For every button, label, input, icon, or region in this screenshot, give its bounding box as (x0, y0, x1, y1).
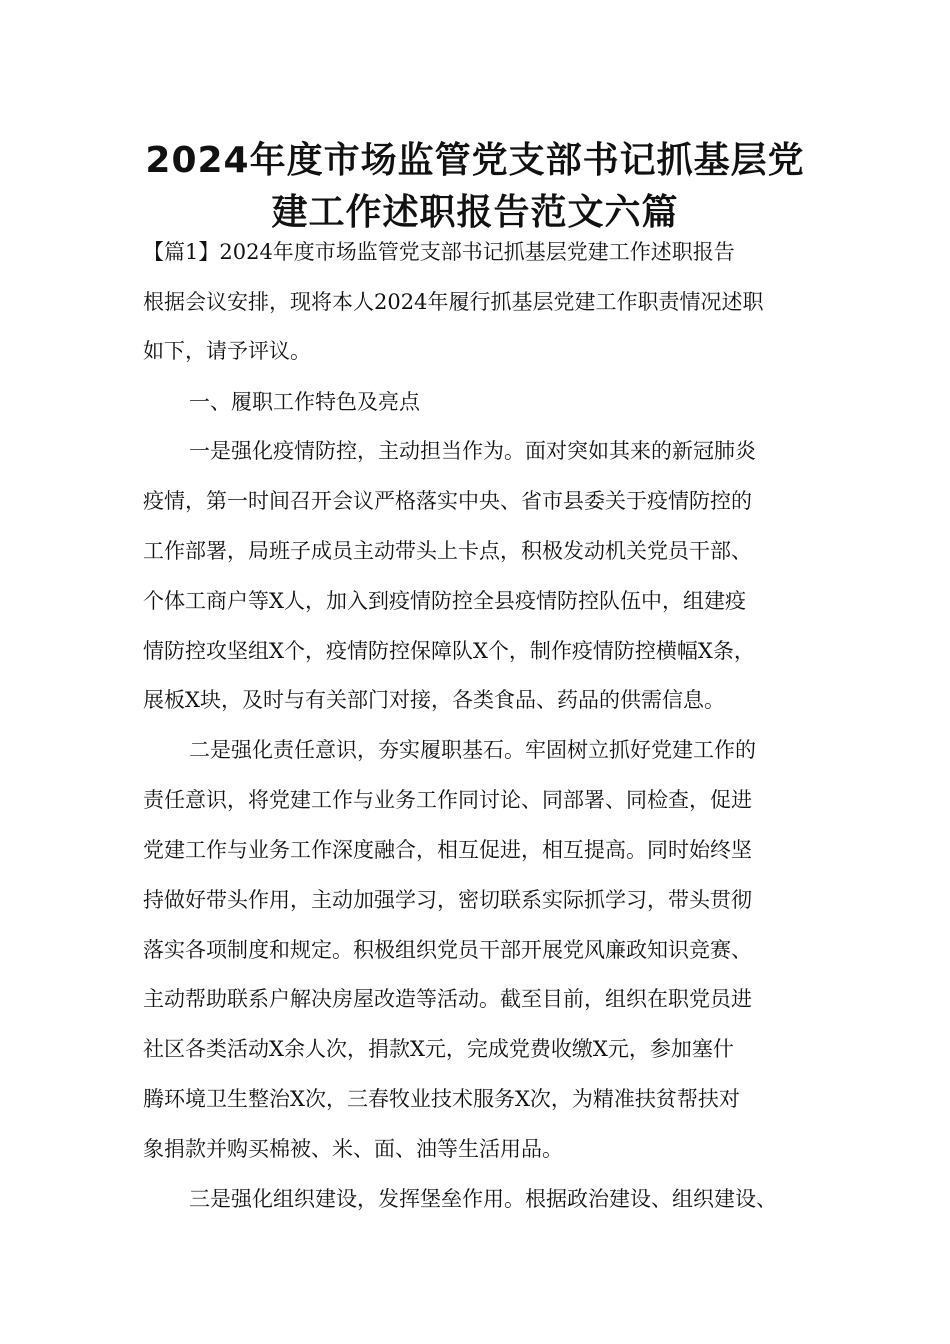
paragraph-line: 社区各类活动X余人次，捐款X元，完成党费收缴X元，参加塞什 (143, 1037, 734, 1061)
paragraph-line: 责任意识，将党建工作与业务工作同讨论、同部署、同检查，促进 (143, 788, 752, 812)
paragraph-line: 腾环境卫生整治X次，三春牧业技术服务X次，为精准扶贫帮扶对 (143, 1087, 740, 1111)
paragraph-line: 主动帮助联系户解决房屋改造等活动。截至目前，组织在职党员进 (143, 987, 752, 1011)
paragraph-line: 工作部署，局班子成员主动带头上卡点，积极发动机关党员干部、 (143, 539, 752, 563)
paragraph-line: 三是强化组织建设，发挥堡垒作用。根据政治建设、组织建设、 (189, 1187, 777, 1211)
paragraph-line: 二是强化责任意识，夯实履职基石。牢固树立抓好党建工作的 (189, 738, 756, 762)
document-title-line-1: 2024年度市场监管党支部书记抓基层党 (145, 140, 805, 181)
paragraph-line: 根据会议安排，现将本人2024年履行抓基层党建工作职责情况述职 (143, 290, 764, 314)
paragraph-line: 象捐款并购买棉被、米、面、油等生活用品。 (143, 1137, 563, 1161)
paragraph-line: 如下，请予评议。 (143, 339, 311, 363)
paragraph-line: 个体工商户等X人，加入到疫情防控全县疫情防控队伍中，组建疫 (143, 589, 746, 613)
paragraph-line: 党建工作与业务工作深度融合，相互促进，相互提高。同时始终坚 (143, 838, 752, 862)
paragraph-line: 一是强化疫情防控，主动担当作为。面对突如其来的新冠肺炎 (189, 439, 756, 463)
paragraph-line: 展板X块，及时与有关部门对接，各类食品、药品的供需信息。 (143, 688, 725, 712)
paragraph-line: 落实各项制度和规定。积极组织党员干部开展党风廉政知识竞赛、 (143, 938, 752, 962)
paragraph-line: 疫情，第一时间召开会议严格落实中央、省市县委关于疫情防控的 (143, 489, 752, 513)
document-title-line-2: 建工作述职报告范文六篇 (271, 192, 679, 233)
article-heading: 【篇1】2024年度市场监管党支部书记抓基层党建工作述职报告 (143, 240, 735, 264)
paragraph-line: 情防控攻坚组X个，疫情防控保障队X个，制作疫情防控横幅X条， (143, 639, 755, 663)
section-heading: 一、履职工作特色及亮点 (189, 390, 420, 414)
paragraph-line: 持做好带头作用，主动加强学习，密切联系实际抓学习，带头贯彻 (143, 888, 752, 912)
